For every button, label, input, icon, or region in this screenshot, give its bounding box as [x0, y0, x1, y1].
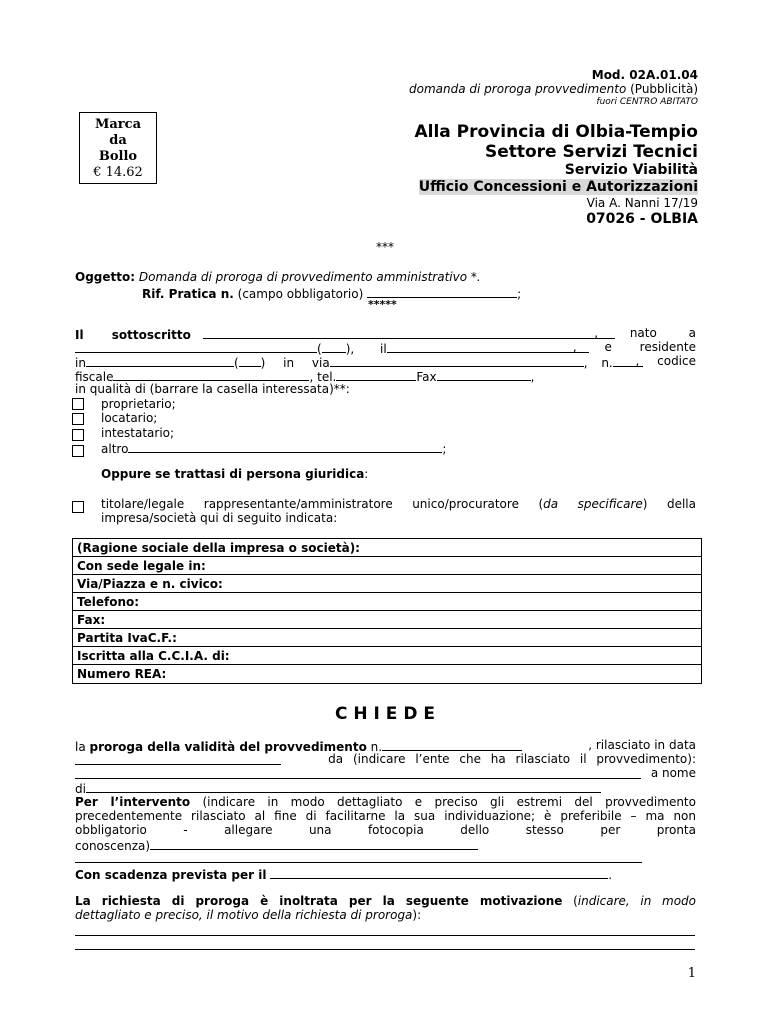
extension-label: proroga della validità del provvedimento: [89, 740, 367, 754]
intervention-text-2: precedentemente rilasciato al fine di facilitarne la sua individuazione; è preferibile – ma non: [75, 809, 696, 823]
ref-line: Rif. Pratica n. (campo obbligatorio) ;: [142, 287, 522, 301]
subject-line: [75, 270, 481, 284]
intervention-extra-line[interactable]: [75, 862, 642, 863]
company-table: [72, 538, 702, 684]
legal-rep-text-2: ) della: [642, 497, 696, 511]
body-di: di: [75, 782, 86, 796]
intervention-text-4: conoscenza): [75, 839, 151, 853]
birthdate-field[interactable]: [387, 340, 589, 353]
legal-entity-label: Oppure se trattasi di persona giuridica: [101, 467, 365, 481]
option-other: [101, 440, 446, 456]
ref-number-field[interactable]: [367, 285, 517, 298]
stamp-line: Bollo: [98, 149, 138, 164]
recipient-line: Alla Provincia di Olbia-Tempio: [414, 122, 698, 142]
fax-field[interactable]: [437, 368, 531, 381]
colon: :: [364, 467, 369, 481]
paren: (: [317, 342, 322, 356]
ref-note: (campo obbligatorio): [237, 287, 364, 301]
table-row[interactable]: Iscritta alla C.C.I.A. di:: [73, 647, 701, 665]
phone-label: , tel.: [309, 370, 337, 384]
ref-label: Rif. Pratica n.: [142, 287, 234, 301]
recipient-address: Via A. Nanni 17/19: [586, 196, 698, 210]
body-row-8: [75, 837, 478, 853]
table-row[interactable]: Numero REA:: [77, 667, 167, 681]
reason-line[interactable]: [75, 949, 695, 950]
recipient-office: Ufficio Concessioni e Autorizzazioni: [418, 179, 698, 195]
reason-end: ):: [412, 908, 422, 922]
holder-name-field[interactable]: [86, 780, 601, 793]
stamp-line: Marca: [94, 117, 141, 132]
table-row[interactable]: Con sede legale in:: [73, 557, 701, 575]
legal-rep-text-line2: impresa/società qui di seguito indicata:: [101, 511, 338, 525]
tenant-checkbox[interactable]: [72, 413, 84, 425]
applicant-label: Il sottoscritto: [75, 328, 191, 342]
recipient-line: Servizio Viabilità: [564, 162, 698, 178]
intervention-label: Per l’intervento: [75, 795, 191, 809]
legal-rep-text-italic: da specificare: [543, 497, 643, 511]
street-field[interactable]: [330, 354, 584, 367]
table-row[interactable]: Via/Piazza e n. civico:: [73, 575, 701, 593]
subject-text: Domanda di proroga di provvedimento amministrativo *.: [138, 270, 481, 284]
recipient-city: 07026 - OLBIA: [586, 211, 698, 227]
option-holder: intestatario;: [101, 426, 175, 440]
in-name-label: a nome: [650, 766, 696, 780]
holder-checkbox[interactable]: [72, 429, 84, 441]
other-field[interactable]: [128, 440, 442, 453]
form-subtitle: [409, 82, 698, 96]
option-tenant: locatario;: [101, 411, 158, 425]
body-la: la: [75, 740, 86, 754]
other-checkbox[interactable]: [72, 445, 84, 457]
stars: *****: [368, 298, 397, 311]
issued-label: , rilasciato in data: [588, 738, 696, 752]
residence-province-field[interactable]: [239, 354, 261, 367]
option-other-label: altro: [101, 442, 129, 456]
measure-number-field[interactable]: [382, 738, 522, 751]
resident-label: , e residente: [572, 340, 696, 354]
reason-row-1: La richiesta di proroga è inoltrata per la seguente motivazione (indicare, in modo: [75, 894, 697, 908]
table-row[interactable]: (Ragione sociale della impresa o società):: [73, 539, 701, 557]
reason-italic-2: dettagliato e preciso, il motivo della richiesta di proroga: [75, 908, 413, 922]
legal-rep-text-1: titolare/legale rappresentante/amministratore unico/procuratore (: [101, 497, 544, 511]
owner-checkbox[interactable]: [72, 398, 84, 410]
deadline-row: [75, 866, 612, 882]
fiscal-label: fiscale: [75, 370, 114, 384]
issuer-field[interactable]: [75, 766, 641, 779]
intervention-text-1: (indicare in modo dettagliato e preciso gli estremi del provvedimento: [202, 795, 696, 809]
paren: (: [233, 356, 239, 370]
recipient-line: Settore Servizi Tecnici: [484, 142, 698, 162]
reason-italic-1: indicare, in modo: [577, 894, 697, 908]
body-row-4: [75, 780, 601, 796]
in-label: in: [75, 356, 86, 370]
subject-label: Oggetto:: [75, 270, 136, 284]
paren: ),: [345, 342, 355, 356]
separator: ***: [376, 240, 394, 254]
table-row[interactable]: Partita IvaC.F.:: [73, 629, 701, 647]
residence-city-field[interactable]: [86, 354, 234, 367]
dot: .: [608, 868, 613, 882]
legal-entity-heading: [101, 467, 368, 481]
recipient-block: [414, 122, 698, 228]
birth-province-field[interactable]: [322, 340, 346, 353]
reason-row-2: [75, 908, 421, 922]
body-n: n.: [370, 740, 383, 754]
intervention-text-3: obbligatorio - allegare una fotocopia dello stesso per pronta: [75, 823, 696, 837]
body-row-5: [75, 795, 696, 809]
subtitle-italic: domanda di proroga provvedimento: [409, 82, 627, 96]
applicant-name-field[interactable]: [203, 326, 615, 339]
form-small-note: fuori CENTRO ABITATO: [596, 97, 698, 107]
intervention-field[interactable]: [150, 837, 478, 850]
table-row[interactable]: Telefono:: [73, 593, 701, 611]
deadline-field[interactable]: [270, 866, 608, 879]
issue-date-field[interactable]: [75, 752, 281, 765]
tax-code-field[interactable]: [113, 368, 309, 381]
revenue-stamp-box: [79, 112, 157, 184]
via-label: ) in via: [260, 356, 330, 370]
number-label: , n.: [583, 356, 613, 370]
table-row[interactable]: Fax:: [73, 611, 701, 629]
legal-rep-checkbox[interactable]: [72, 501, 84, 513]
tax-code-label: , codice: [635, 354, 696, 368]
semicolon: ;: [442, 442, 447, 456]
born-in-label: , nato a: [594, 326, 696, 340]
date-label: il: [380, 342, 387, 356]
form-code: Mod. 02A.01.04: [591, 68, 698, 82]
reason-label: La richiesta di proroga è inoltrata per la seguente motivazione: [75, 894, 563, 908]
page-number: 1: [687, 966, 696, 981]
comma: ,: [530, 370, 535, 384]
subtitle-plain: (Pubblicità): [630, 82, 698, 96]
request-heading: C H I E D E: [335, 704, 435, 724]
stamp-amount: € 14.62: [93, 165, 143, 180]
fax-label: Fax: [416, 370, 437, 384]
birthplace-field[interactable]: [75, 340, 317, 353]
option-owner: proprietario;: [101, 397, 176, 411]
legal-rep-text: [101, 497, 696, 511]
deadline-label: Con scadenza prevista per il: [75, 868, 267, 882]
capacity-label: in qualità di (barrare la casella interessata)**:: [75, 382, 350, 396]
issuer-label: da (indicare l’ente che ha rilasciato il provvedimento):: [328, 752, 696, 766]
phone-field[interactable]: [336, 368, 416, 381]
reason-line[interactable]: [75, 935, 695, 936]
stamp-line: da: [109, 133, 127, 148]
